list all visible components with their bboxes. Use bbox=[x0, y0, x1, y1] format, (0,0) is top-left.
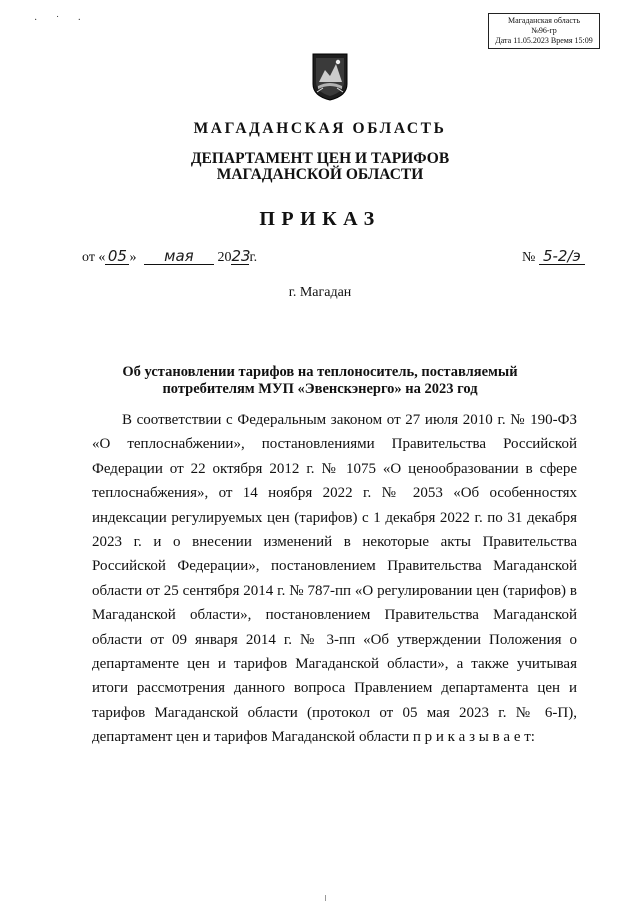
page-mark bbox=[325, 895, 326, 901]
date-month: мая bbox=[144, 249, 214, 265]
order-date bbox=[82, 249, 257, 266]
subject-line-1: Об установлении тарифов на теплоноситель, поставляемый bbox=[122, 364, 518, 380]
preamble-paragraph: В соответствии с Федеральным законом от 27 июля 2010 г. № 190-ФЗ «О теплоснабжении», постановлениями Правительства Российской Федерации от 22 октября 2012 г. № 1075 «О ценообразовании в сфере теплоснабжения», от 14 ноября 2022 г. № 2053 «Об особенностях индексации регулируемых цен (тарифов) с 1 декабря 2022 г. по 31 декабря 2023 г. и о внесении изменений в некоторые акты Правительства Российской Федерации», постановлением Правительства Магаданской области от 25 сентября 2014 г. № 787-пп «О регулировании цен (тарифов) в Магаданской области», постановлением Правительства Магаданской области от 09 января 2014 г. № 3-пп «Об утверждении Положения о департаменте цен и тарифов Магаданской области», а также учитывая итоги рассмотрения данного вопроса Правлением департамента цен и тарифов Магаданской области (протокол от 05 мая 2023 г. № 6-П), департамент цен и тарифов Магаданской области п р и к а з ы в а е т: bbox=[92, 412, 577, 746]
date-year: 23 bbox=[231, 247, 251, 265]
order-number bbox=[522, 249, 585, 266]
coat-of-arms-icon bbox=[311, 52, 349, 102]
region-title: МАГАДАНСКАЯ ОБЛАСТЬ bbox=[193, 120, 447, 137]
stamp-region: Магаданская область bbox=[507, 16, 581, 25]
stamp-datetime: Дата 11.05.2023 Время 15:09 bbox=[495, 36, 593, 45]
date-day: 05 bbox=[105, 249, 129, 265]
document-type: ПРИКАЗ bbox=[259, 208, 381, 230]
date-prefix: от « bbox=[82, 250, 106, 265]
department-title bbox=[0, 151, 640, 183]
stamp-number: №96-гр bbox=[531, 26, 557, 35]
number-value: 5-2/э bbox=[539, 249, 585, 265]
date-year-suffix: г. bbox=[249, 250, 258, 265]
date-year-prefix: 20 bbox=[217, 250, 232, 265]
date-quote-close: » bbox=[129, 250, 137, 265]
department-line-2: МАГАДАНСКОЙ ОБЛАСТИ bbox=[216, 166, 424, 183]
subject-line-2: потребителям МУП «Эвенскэнерго» на 2023 год bbox=[162, 381, 478, 397]
scan-specks: · ˙ · bbox=[34, 15, 89, 26]
emblem-graphic bbox=[311, 52, 349, 102]
order-subject bbox=[0, 364, 640, 398]
registration-stamp bbox=[488, 13, 600, 49]
number-prefix: № bbox=[522, 250, 536, 265]
department-line-1: ДЕПАРТАМЕНТ ЦЕН И ТАРИФОВ bbox=[190, 150, 450, 167]
city: г. Магадан bbox=[288, 285, 352, 300]
order-body bbox=[92, 408, 577, 750]
